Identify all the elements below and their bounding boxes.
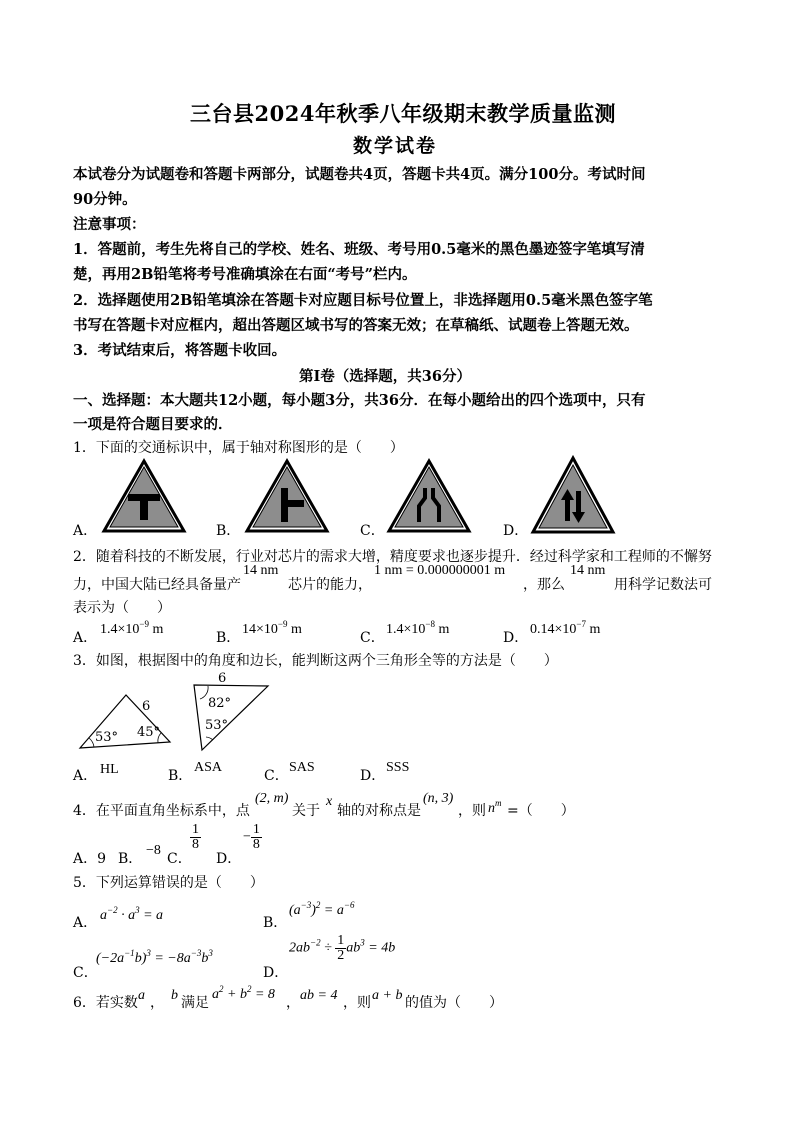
- q1-option-d-label: D．: [503, 523, 529, 539]
- q4-x-axis: x: [326, 794, 333, 809]
- q5-option-c-expr: $(-2a^{-1}b)^3 = -8a^{-3}b^3$: [96, 948, 213, 966]
- q4-option-c-fraction: [190, 823, 201, 852]
- q4-option-d-value: − $\frac{1}{8}$: [243, 822, 260, 852]
- q5-option-d-expr: $2ab^{-2}$ ÷ $\frac{1}{2}$ $ab^3 = 4b$: [289, 933, 396, 963]
- q6-stem-part-5: 的值为（ ）: [405, 995, 503, 1011]
- q3-option-b-value: ASA: [194, 760, 223, 775]
- intro-line-2: 90分钟。: [73, 191, 137, 208]
- note-2-line-1: 2．选择题使用2B铅笔填涂在答题卡对应题目标号位置上，非选择题用0.5毫米黑色签字笔: [73, 292, 653, 309]
- q1-option-b-label: B．: [216, 523, 241, 539]
- q2-line-3: 表示为（ ）: [73, 600, 171, 616]
- q3-option-d-label: D．: [360, 768, 386, 784]
- q2-option-b-value: $14\times 10^{-9}$ m: [242, 619, 302, 637]
- page-title: 三台县2024年秋季八年级期末教学质量监测: [190, 101, 616, 126]
- q2-option-a-value: $1.4\times 10^{-9}$ m: [100, 619, 164, 637]
- q4-stem-part-4: ，则: [458, 803, 486, 819]
- tri2-angle-top: 82°: [208, 696, 232, 711]
- q1-option-c-label: C．: [360, 523, 385, 539]
- q6-expression: a + b: [372, 988, 403, 1003]
- road-narrows-sign-icon: [386, 458, 472, 534]
- q4-option-d-den: 8: [252, 837, 260, 852]
- tri1-angle-right: 45°: [137, 725, 161, 740]
- q3-option-a-value: HL: [100, 762, 119, 777]
- q6-stem-part-1: 6．若实数: [73, 995, 138, 1011]
- q5-option-c-label: C．: [73, 965, 98, 981]
- q4-stem-part-5: =（ ）: [507, 803, 575, 819]
- q5-option-d-label: D．: [263, 965, 289, 981]
- q6-stem-part-4: ，则: [343, 995, 371, 1011]
- section-heading: 第Ⅰ卷（选择题，共36分）: [299, 368, 471, 385]
- q4-stem-part-2: 关于: [292, 803, 320, 819]
- q6-var-b: b: [171, 988, 178, 1003]
- tri2-side-label: 6: [218, 671, 227, 686]
- q3-option-c-label: C．: [264, 768, 289, 784]
- q2-option-d-value: $0.14\times 10^{-7}$ m: [530, 619, 601, 637]
- q3-option-d-value: SSS: [386, 760, 410, 775]
- q4-stem-part-3: 轴的对称点是: [337, 803, 421, 819]
- tri1-angle-left: 53°: [95, 730, 119, 745]
- q3-stem: 3．如图，根据图中的角度和边长，能判断这两个三角形全等的方法是（ ）: [73, 653, 558, 669]
- q3-option-b-label: B．: [168, 768, 193, 784]
- q2-line-2-c: 芯片的能力，: [288, 577, 372, 593]
- q4-option-c-label: C．: [167, 851, 192, 867]
- q1-stem: 1．下面的交通标识中，属于轴对称图形的是（ ）: [73, 440, 404, 456]
- q2-option-c-value: $1.4\times 10^{-8}$ m: [386, 619, 450, 637]
- q4-point-1: (2, m): [255, 791, 289, 806]
- q2-nm-definition: 1 nm = 0.000000001 m: [374, 563, 506, 578]
- q4-point-2: (n, 3): [423, 791, 454, 806]
- q6-stem-part-2: 满足: [181, 995, 209, 1011]
- q2-option-d-label: D．: [503, 630, 529, 646]
- page-subtitle: 数学试卷: [353, 135, 438, 157]
- triangle-figure-1: [78, 690, 173, 752]
- q2-option-a-label: A．: [73, 630, 98, 646]
- q3-option-a-label: A．: [73, 768, 98, 784]
- q4-option-d-label: D．: [216, 851, 242, 867]
- q2-line-1: 2．随着科技的不断发展，行业对芯片的需求大增，精度要求也逐步提升．经过科学家和工程师的不懈努: [73, 549, 712, 565]
- q6-equation-2: ab = 4: [300, 988, 338, 1003]
- note-1-line-2: 楚，再用2B铅笔将考号准确填涂在右面“考号”栏内。: [73, 266, 417, 283]
- intro-line-1: 本试卷分为试题卷和答题卡两部分，试题卷共4页，答题卡共4页。满分100分。考试时间: [73, 166, 646, 183]
- side-road-sign-icon: [244, 458, 330, 534]
- note-1-line-1: 1．答题前，考生先将自己的学校、姓名、班级、考号用0.5毫米的黑色墨迹签字笔填写清: [73, 241, 645, 258]
- q4-option-c-den: 8: [192, 837, 199, 852]
- q5-option-b-expr: $(a^{-3})^2 = a^{-6}$: [289, 900, 355, 918]
- two-way-traffic-sign-icon: [530, 455, 616, 535]
- tri2-angle-bottom: 53°: [205, 718, 229, 733]
- q4-option-b-label: B．: [118, 851, 143, 867]
- q5-option-a-label: A．: [73, 915, 98, 931]
- q6-stem-part-3: ，: [286, 995, 300, 1011]
- section-intro-line-2: 一项是符合题目要求的．: [73, 416, 233, 433]
- q1-option-a-label: A．: [73, 523, 98, 539]
- q2-line-2-e: ，那么: [523, 577, 565, 593]
- q4-n-power-m: $n^m$: [488, 798, 502, 816]
- triangle-figure-2: [192, 682, 272, 754]
- q2-option-b-label: B．: [216, 630, 241, 646]
- note-2-line-2: 书写在答题卡对应框内，超出答题区域书写的答案无效；在草稿纸、试题卷上答题无效。: [73, 317, 639, 334]
- q5-option-a-expr: $a^{-2} \cdot a^3 = a$: [100, 905, 164, 923]
- section-intro-line-1: 一、选择题：本大题共12小题，每小题3分，共36分．在每小题给出的四个选项中，只有: [73, 392, 646, 409]
- t-junction-sign-icon: [101, 458, 187, 534]
- notes-heading: 注意事项：: [73, 216, 146, 233]
- q2-line-2-g: 用科学记数法可: [614, 577, 712, 593]
- q5-option-b-label: B．: [263, 915, 288, 931]
- q2-14nm-2: 14 nm: [570, 563, 606, 578]
- q6-comma: ，: [150, 995, 164, 1011]
- q2-option-c-label: C．: [360, 630, 385, 646]
- q6-equation-1: $a^2 + b^2 = 8$: [212, 984, 275, 1002]
- q5-stem: 5．下列运算错误的是（ ）: [73, 875, 264, 891]
- q6-var-a: a: [138, 988, 145, 1003]
- note-3: 3．考试结束后，将答题卡收回。: [73, 342, 287, 359]
- q4-stem-part-1: 4．在平面直角坐标系中，点: [73, 803, 250, 819]
- q4-option-d-num: 1: [252, 822, 260, 837]
- q4-option-c-num: 1: [192, 822, 199, 837]
- q4-option-b-value: −8: [146, 843, 161, 858]
- q2-14nm-1: 14 nm: [243, 563, 279, 578]
- tri1-side-label: 6: [142, 699, 151, 714]
- q3-option-c-value: SAS: [289, 760, 315, 775]
- q4-option-a: A．9: [73, 851, 107, 867]
- q2-line-2-a: 力，中国大陆已经具备量产: [73, 577, 241, 593]
